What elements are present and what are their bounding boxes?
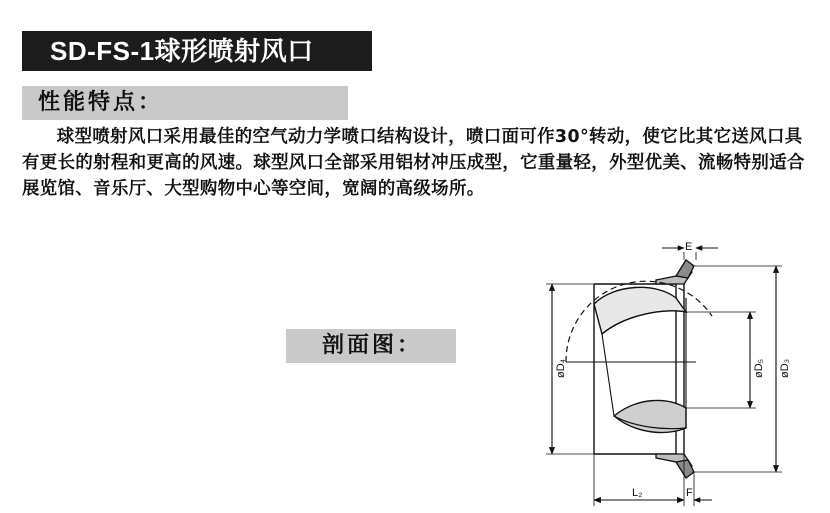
dim-f-label: F [686, 487, 693, 499]
dim-e-label: E [685, 241, 693, 253]
dim-f [686, 472, 712, 506]
description-text: 球型喷射风口采用最佳的空气动力学喷口结构设计，喷口面可作30°转动，使它比其它送风口具有更长的射程和更高的风速。球型风口全部采用铝材冲压成型，它重量轻，外型优美、流畅特别适合展览馆、音乐厅、大型购物中心等空间，宽阔的高级场所。 [22, 127, 805, 199]
dim-d4-label: øD₄ [555, 358, 567, 378]
dim-l2 [594, 454, 684, 506]
page-title: SD-FS-1球形喷射风口 [22, 31, 372, 71]
features-heading [22, 86, 348, 120]
bottom-flange [656, 454, 694, 478]
dim-d5 [686, 312, 765, 408]
section-view-heading-text: 剖面图： [322, 333, 423, 358]
dim-d3 [692, 266, 791, 472]
dim-d4 [546, 284, 594, 454]
dim-e [662, 241, 718, 260]
top-flange [656, 260, 694, 284]
features-heading-text: 性能特点： [38, 90, 164, 115]
description-block [22, 124, 812, 202]
section-view-heading [286, 329, 456, 363]
dim-d5-label: øD₅ [753, 358, 765, 378]
dim-l2-label: L₂ [632, 487, 643, 499]
cross-section-diagram [536, 238, 802, 508]
dim-d3-label: øD₃ [779, 358, 791, 378]
